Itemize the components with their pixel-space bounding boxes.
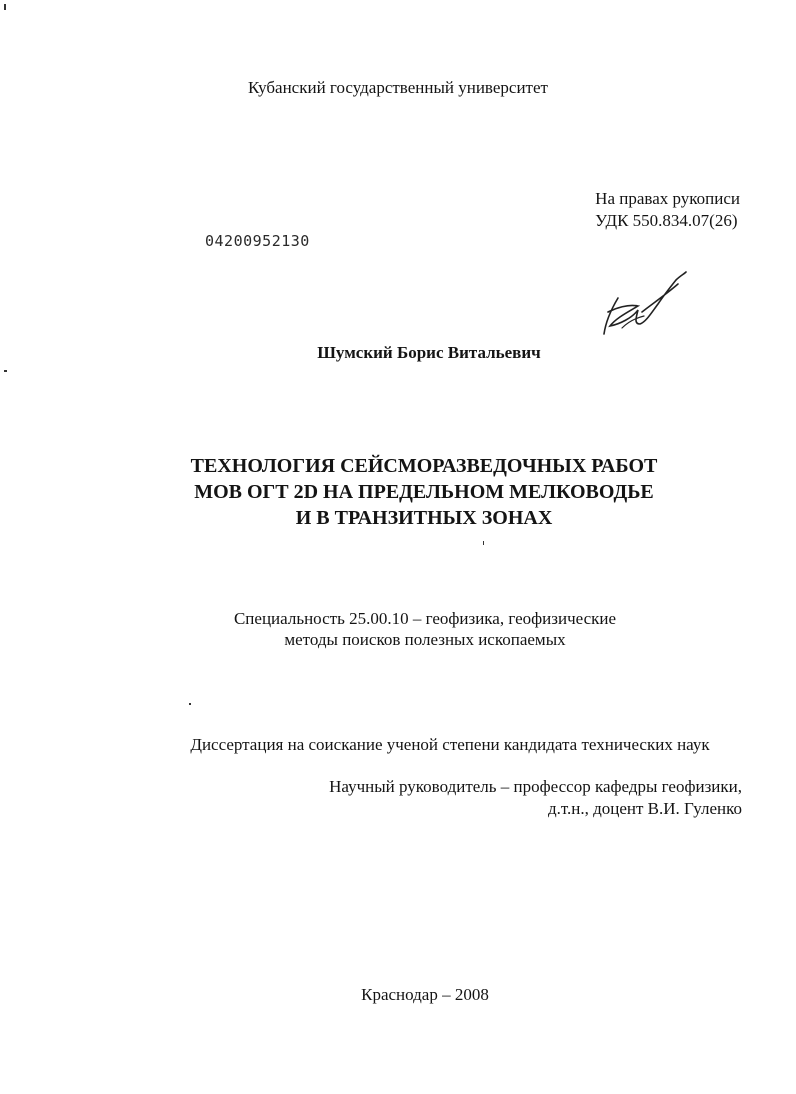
- specialty-block: [0, 608, 796, 650]
- university-name: Кубанский государственный университет: [248, 78, 548, 97]
- author-name: Шумский Борис Витальевич: [317, 343, 541, 362]
- scan-speck: [483, 541, 484, 545]
- scan-speck: [189, 703, 191, 705]
- specialty-line-2: методы поисков полезных ископаемых: [284, 630, 566, 649]
- title-line-1: ТЕХНОЛОГИЯ СЕЙСМОРАЗВЕДОЧНЫХ РАБОТ: [190, 455, 658, 477]
- manuscript-rights-block: [595, 188, 740, 232]
- advisor-line-1: Научный руководитель – профессор кафедры геофизики,: [329, 777, 742, 796]
- serial-number-stamp: 04200952130: [205, 232, 310, 250]
- scan-speck: [4, 370, 7, 372]
- scientific-advisor-block: [329, 776, 742, 820]
- specialty-line-1: Специальность 25.00.10 – геофизика, геофизические: [233, 609, 617, 628]
- dissertation-title: [0, 453, 796, 531]
- city-year: Краснодар – 2008: [361, 985, 489, 1004]
- scan-speck: [4, 4, 6, 10]
- udc-code: УДК 550.834.07(26): [595, 211, 738, 230]
- title-line-2: МОВ ОГТ 2D НА ПРЕДЕЛЬНОМ МЕЛКОВОДЬЕ: [194, 481, 654, 503]
- advisor-line-2: д.т.н., доцент В.И. Гуленко: [547, 799, 742, 818]
- handwritten-signature: [598, 268, 690, 340]
- degree-statement: Диссертация на соискание ученой степени кандидата технических наук: [190, 735, 710, 754]
- manuscript-rights-label: На правах рукописи: [595, 189, 740, 208]
- title-line-3: И В ТРАНЗИТНЫХ ЗОНАХ: [295, 507, 553, 529]
